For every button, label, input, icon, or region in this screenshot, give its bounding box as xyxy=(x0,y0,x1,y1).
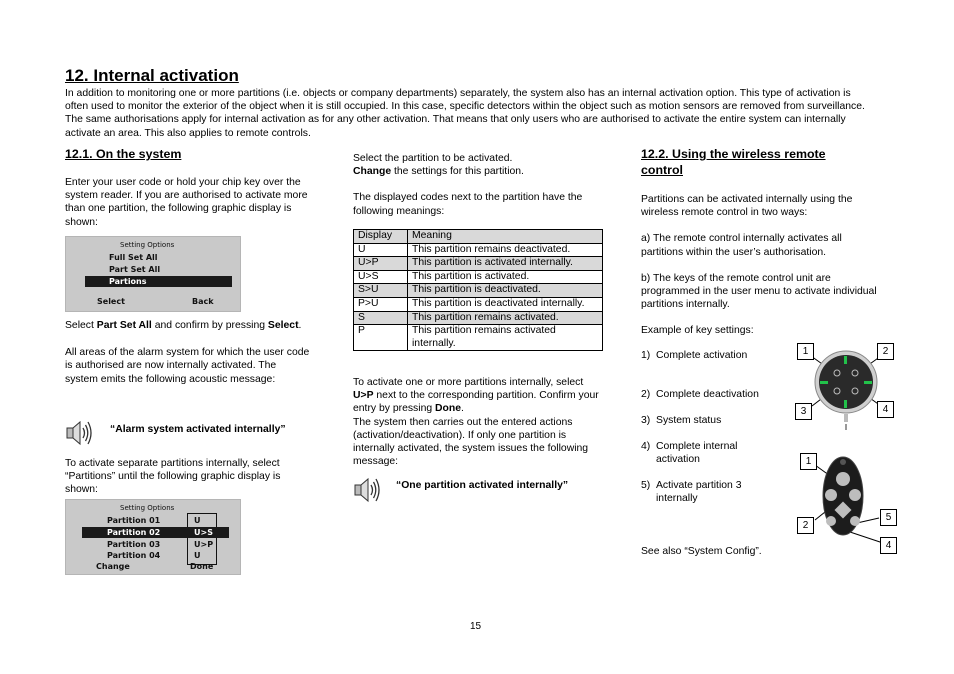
see-also-note: See also “System Config”. xyxy=(641,546,762,557)
key-list-number: 5) xyxy=(641,480,651,491)
remote2-key-label: 2 xyxy=(797,517,814,534)
remote1-key-label: 2 xyxy=(877,343,894,360)
lcd-header: Setting Options xyxy=(120,504,175,512)
remote2-key-label: 5 xyxy=(880,509,897,526)
col3-paragraph-2: a) The remote control internally activates all partitions within the user’s authorisation. xyxy=(641,233,842,258)
key-list-item: 1) Complete activation xyxy=(641,350,748,361)
lcd-item: Part Set All xyxy=(109,265,161,274)
lcd-partition-name: Partition 03 xyxy=(107,540,161,549)
key-list-number: 4) xyxy=(641,441,651,452)
col1-paragraph-2: Select Part Set All and confirm by pressing Select. xyxy=(65,320,302,331)
remote2-key-label: 4 xyxy=(880,537,897,554)
col1-lower xyxy=(65,319,310,386)
lcd-softkey-left: Change xyxy=(96,562,130,571)
lcd-partition-code: U xyxy=(194,516,201,525)
col2-paragraph-2: The displayed codes next to the partition have the following meanings: xyxy=(353,192,583,217)
table-header-cell: Meaning xyxy=(408,230,603,244)
table-cell: This partition remains deactivated. xyxy=(408,243,603,257)
lcd-softkey-right: Done xyxy=(190,562,214,571)
lcd-display-setting-options xyxy=(65,236,241,312)
page-number: 15 xyxy=(470,621,482,632)
speaker-icon xyxy=(66,419,92,447)
table-cell: U>S xyxy=(354,270,408,284)
lcd-display-partitions xyxy=(65,499,241,575)
table-cell: P xyxy=(354,325,408,351)
lcd-code-box xyxy=(187,513,217,565)
key-list-item: 2) Complete deactivation xyxy=(641,389,759,400)
column-2 xyxy=(353,152,603,218)
table-row xyxy=(354,243,603,257)
col3-paragraph-3: b) The keys of the remote control unit are programmed in the user menu to activate individual partitions internally. xyxy=(641,272,877,311)
table-row xyxy=(354,297,603,311)
table-row xyxy=(354,311,603,325)
table-row xyxy=(354,284,603,298)
table-cell: U xyxy=(354,243,408,257)
lcd-softkey-left: Select xyxy=(97,297,125,306)
col2-paragraph-3: To activate one or more partitions internally, select U>P next to the corresponding partition. Confirm your entry by pressing Done. xyxy=(353,377,599,415)
table-row xyxy=(354,325,603,351)
lcd-item: Full Set All xyxy=(109,253,158,262)
table-cell: This partition is activated internally. xyxy=(408,257,603,271)
lcd-partition-code: U xyxy=(194,551,201,560)
table-row xyxy=(354,270,603,284)
table-header-cell: Display xyxy=(354,230,408,244)
section-heading-on-system: 12.1. On the system xyxy=(65,147,182,161)
table-cell: P>U xyxy=(354,297,408,311)
table-cell: U>P xyxy=(354,257,408,271)
table-cell: This partition is deactivated. xyxy=(408,284,603,298)
col3-paragraph-4: Example of key settings: xyxy=(641,325,754,337)
lcd-partition-code: U>P xyxy=(194,540,214,549)
key-list-text: Complete internal activation xyxy=(656,441,738,466)
acoustic-message-1: “Alarm system activated internally” xyxy=(110,424,286,435)
col2-paragraph-4: The system then carries out the entered actions (activation/deactivation). If only one partition is internally activated, the system issues the following message: xyxy=(353,416,589,468)
intro-paragraph: In addition to monitoring one or more partitions (i.e. objects or company departments) separately, the system also has an internal activation option. This type of activation is often used to monitor the exterior of the object when it is still occupied. In this case, specific detectors within the object such as motion sensors are removed from surveillance. The same authorisations apply for internal activation as for any other activation. That means that only users who are authorised to activate the entire system can internally activate an area. This also applies to remote controls. xyxy=(65,88,865,139)
display-codes-table xyxy=(353,229,603,351)
col1-paragraph-3: All areas of the alarm system for which the user code is authorised are now internally activated. The system emits the following acoustic message: xyxy=(65,347,310,385)
col3-paragraph-1: Partitions can be activated internally using the wireless remote control in two ways: xyxy=(641,194,853,219)
page-title: 12. Internal activation xyxy=(65,66,239,85)
lcd-partition-name-selected: Partition 02 xyxy=(107,528,161,537)
lcd-partition-code-selected: U>S xyxy=(194,528,213,537)
remote1-key-label: 3 xyxy=(795,403,812,420)
column-1 xyxy=(65,146,310,229)
remote2-key-label: 1 xyxy=(800,453,817,470)
column-3 xyxy=(641,146,881,338)
lcd-partition-name: Partition 01 xyxy=(107,516,161,525)
remote1-key-label: 4 xyxy=(877,401,894,418)
lcd-item-selected: Partions xyxy=(85,276,232,287)
table-cell: This partition is deactivated internally. xyxy=(408,297,603,311)
col1-paragraph-4: To activate separate partitions internally, select “Partitions” until the following graphic display is shown: xyxy=(65,458,281,496)
table-row xyxy=(354,257,603,271)
col2-paragraph-1: Select the partition to be activated. xyxy=(353,153,513,164)
table-header-row xyxy=(354,230,603,244)
table-cell: This partition remains activated. xyxy=(408,311,603,325)
remote1-key-label: 1 xyxy=(797,343,814,360)
key-list-item: 3) System status xyxy=(641,415,722,426)
table-cell: S>U xyxy=(354,284,408,298)
speaker-icon xyxy=(354,476,380,504)
key-list-text: Activate partition 3 internally xyxy=(656,480,742,505)
col2-paragraph-1b: Change the settings for this partition. xyxy=(353,166,524,178)
col2-lower xyxy=(353,376,603,468)
acoustic-message-2: “One partition activated internally” xyxy=(396,480,569,491)
lcd-header: Setting Options xyxy=(120,241,175,249)
table-cell: This partition is activated. xyxy=(408,270,603,284)
lcd-softkey-right: Back xyxy=(192,297,214,306)
table-cell: S xyxy=(354,311,408,325)
section-heading-wireless-remote: 12.2. Using the wireless remote control xyxy=(641,147,826,177)
table-cell: This partition remains activated internally. xyxy=(408,325,603,351)
col1-paragraph-1: Enter your user code or hold your chip key over the system reader. If you are authorised to activate more than one partition, the following graphic display is shown: xyxy=(65,177,308,228)
lcd-partition-name: Partition 04 xyxy=(107,551,161,560)
